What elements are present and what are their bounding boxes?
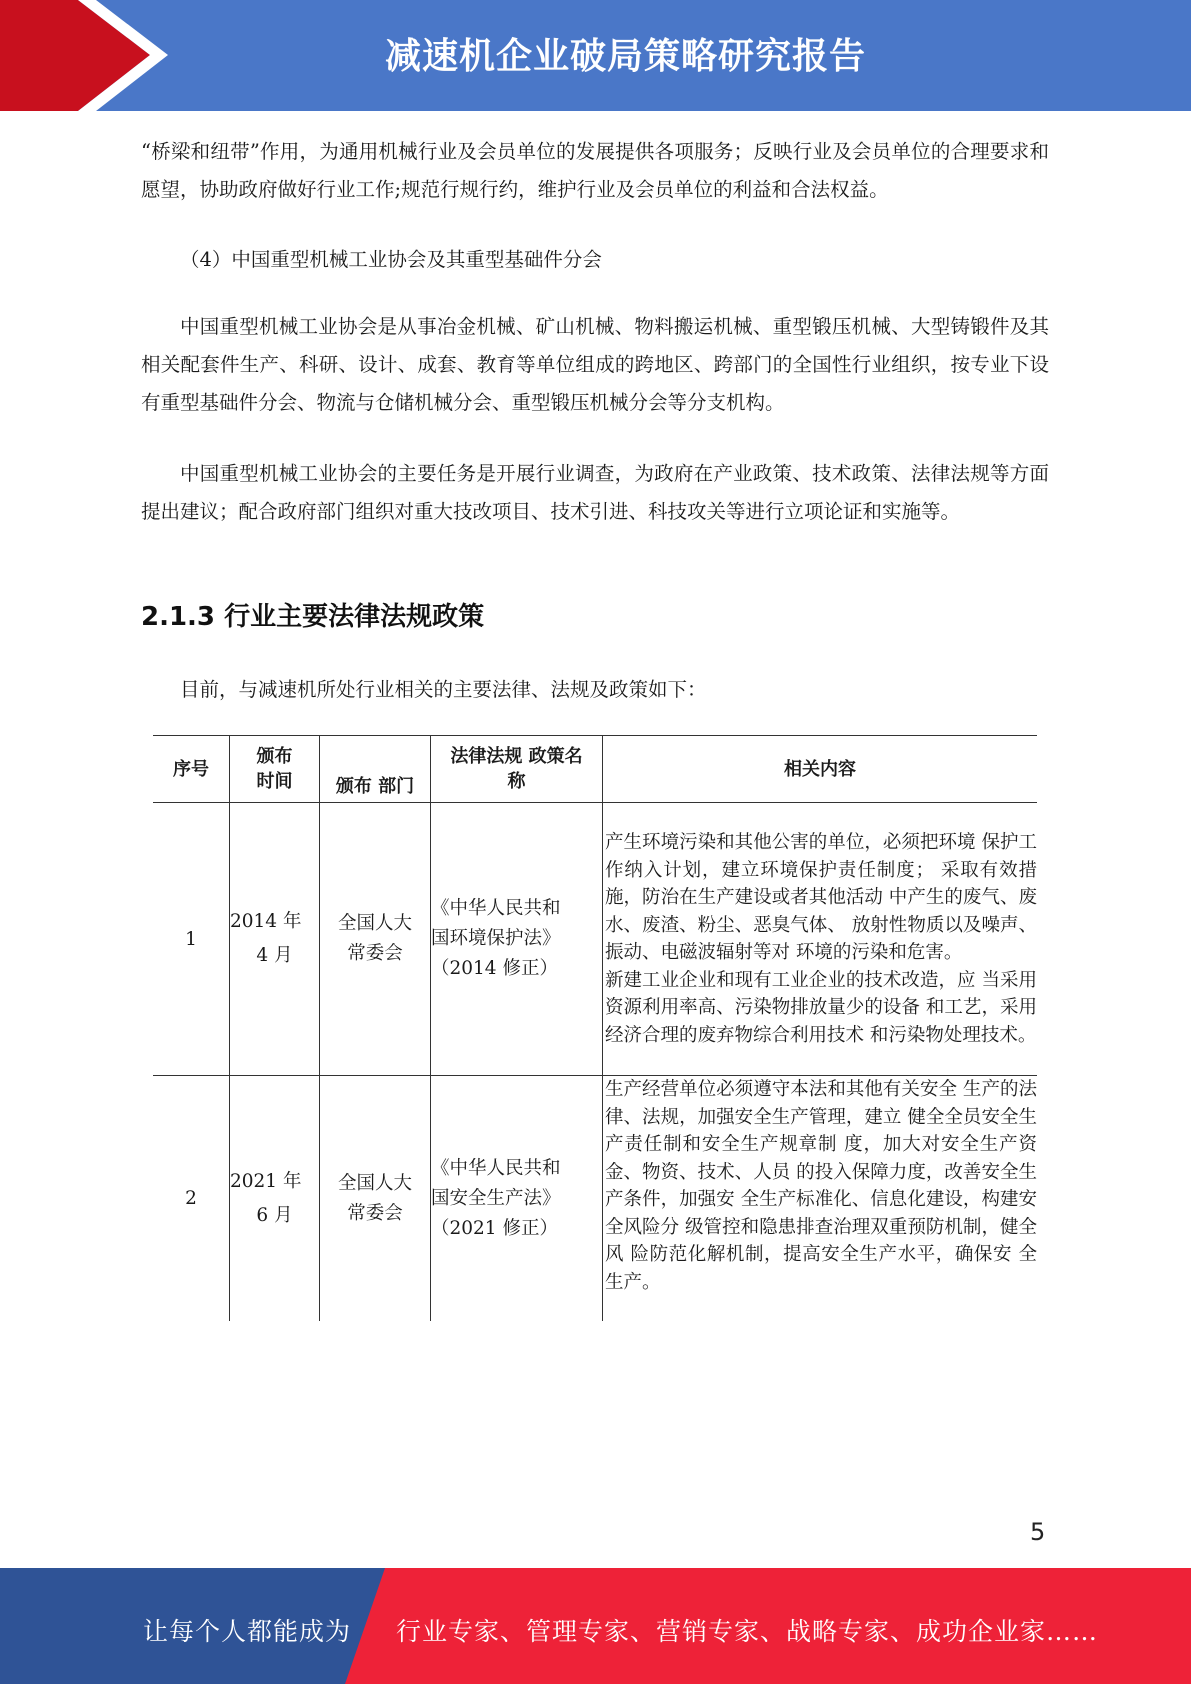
page-number: 5 [1030, 1518, 1046, 1546]
header-dept: 颁布 部门 [320, 736, 431, 803]
header-law-line1: 法律法规 政策名 [450, 746, 583, 767]
subsection-label: （4）中国重型机械工业协会及其重型基础件分会 [180, 248, 602, 271]
cell-dept-line1: 全国人大 [337, 913, 412, 934]
cell-date-line2: 6 月 [256, 1204, 293, 1226]
section-heading: 2.1.3 行业主要法律法规政策 [141, 602, 485, 632]
table-row [153, 1076, 1037, 1322]
cell-seq: 1 [153, 803, 230, 1076]
paragraph-text: 中国重型机械工业协会的主要任务是开展行业调查，为政府在产业政策、技术政策、法律法规等方面提出建议；配合政府部门组织对重大技改项目、技术引进、科技攻关等进行立项论证和实施等。 [141, 462, 1049, 523]
cell-law-line3: （2014 修正） [431, 958, 558, 979]
header-banner [0, 0, 1191, 111]
policy-table [153, 735, 1037, 1321]
cell-law [431, 803, 603, 1076]
cell-date-line1: 2014 年 [230, 911, 302, 932]
cell-dept-line1: 全国人大 [337, 1172, 412, 1194]
paragraph-association [141, 308, 1049, 422]
cell-date-line1: 2021 年 [230, 1170, 302, 1192]
cell-law [431, 1076, 603, 1322]
cell-law-line3: （2021 修正） [431, 1217, 558, 1239]
cell-content-paragraph: 新建工业企业和现有工业企业的技术改造，应 当采用资源利用率高、污染物排放量少的设备 和工艺，采用经济合理的废弃物综合利用技术 和污染物处理技术。 [605, 969, 1037, 1046]
footer-banner [0, 1568, 1191, 1684]
cell-dept [320, 803, 431, 1076]
header-seq: 序号 [153, 736, 230, 803]
cell-date-line2: 4 月 [256, 945, 293, 966]
cell-content [603, 803, 1038, 1076]
header-date-line1: 颁布 [256, 746, 293, 767]
subsection-label-container [141, 241, 1049, 279]
cell-dept-line2: 常委会 [347, 1202, 403, 1224]
paragraph-text: 中国重型机械工业协会是从事冶金机械、矿山机械、物料搬运机械、重型锻压机械、大型铸锻件及其相关配套件生产、科研、设计、成套、教育等单位组成的跨地区、跨部门的全国性行业组织，按专业下设有重型基础件分会、物流与仓储机械分会、重型锻压机械分会等分支机构。 [141, 315, 1049, 414]
cell-date [230, 1076, 320, 1322]
footer-slogan-right: 行业专家、管理专家、营销专家、战略专家、成功企业家…… [396, 1617, 1099, 1646]
table-header-row [153, 736, 1037, 803]
table-row [153, 803, 1037, 1076]
header-date [230, 736, 320, 803]
cell-date [230, 803, 320, 1076]
header-law-line2: 称 [507, 771, 526, 792]
paragraph-tasks [141, 455, 1049, 531]
cell-law-line2: 国安全生产法》 [431, 1187, 561, 1209]
footer-slogan-left: 让每个人都能成为 [143, 1617, 352, 1646]
table-intro-container [141, 671, 1049, 709]
cell-dept [320, 1076, 431, 1322]
table-intro: 目前，与减速机所处行业相关的主要法律、法规及政策如下： [180, 678, 707, 701]
header-law [431, 736, 603, 803]
paragraph-text: “桥梁和纽带”作用，为通用机械行业及会员单位的发展提供各项服务；反映行业及会员单位的合理要求和愿望，协助政府做好行业工作;规范行规行约，维护行业及会员单位的利益和合法权益。 [141, 140, 1049, 201]
cell-seq: 2 [153, 1076, 230, 1322]
cell-content-paragraph: 生产经营单位必须遵守本法和其他有关安全 生产的法律、法规，加强安全生产管理，建立 健全全员安全生产责任制和安全生产规章制 度，加大对安全生产资金、物资、技术、人员 的投入保障力度，改善安全生产条件，加强安 全生产标准化、信息化建设，构建安全风险分 级管控和隐患排查治理双重预防机制，健全风 险防范化解机制，提高安全生产水平，确保安 全生产。 [605, 1079, 1037, 1293]
report-title: 减速机企业破局策略研究报告 [384, 36, 866, 77]
cell-dept-line2: 常委会 [347, 943, 403, 964]
header-content: 相关内容 [603, 736, 1038, 803]
cell-content [603, 1076, 1038, 1322]
header-date-line2: 时间 [256, 771, 293, 792]
cell-law-line1: 《中华人民共和 [431, 1157, 561, 1179]
paragraph-continued [141, 133, 1049, 209]
cell-content-paragraph: 产生环境污染和其他公害的单位，必须把环境 保护工作纳入计划，建立环境保护责任制度； 采取有效措施，防治在生产建设或者其他活动 中产生的废气、废水、废渣、粉尘、恶臭气体、 放射性物质以及噪声、振动、电磁波辐射等对 环境的污染和危害。 [605, 832, 1037, 963]
cell-law-line2: 国环境保护法》 [431, 928, 561, 949]
cell-law-line1: 《中华人民共和 [431, 898, 561, 919]
